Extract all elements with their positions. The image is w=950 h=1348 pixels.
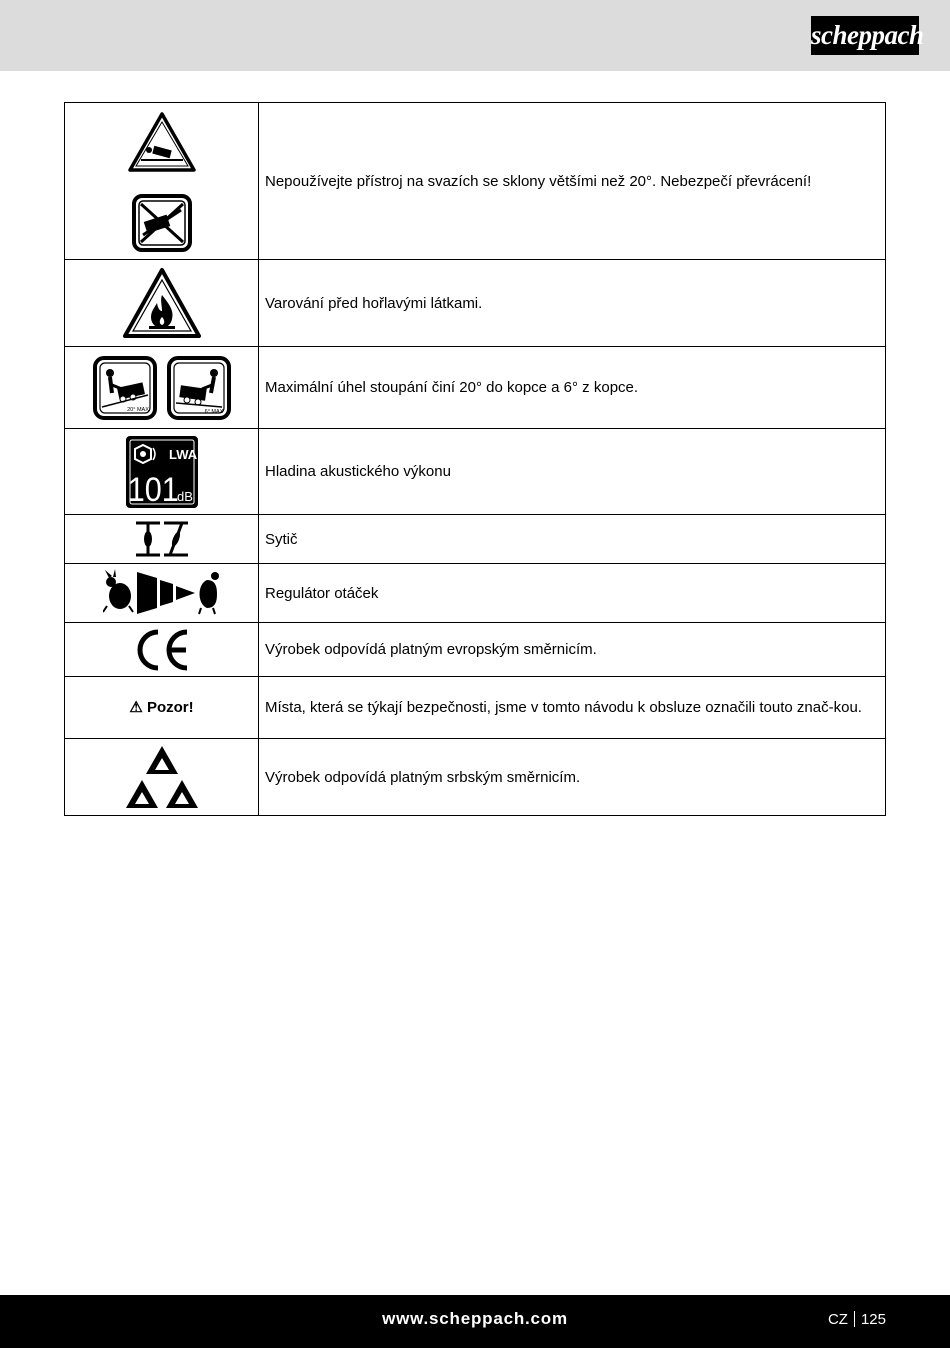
row-text: Maximální úhel stoupání činí 20° do kopce a 6° z kopce. bbox=[259, 347, 886, 429]
language-code: CZ bbox=[827, 1311, 848, 1328]
page-number-value: 125 bbox=[860, 1311, 886, 1328]
eac-mark-icon-cell bbox=[65, 739, 259, 816]
ce-mark-icon-cell bbox=[65, 623, 259, 677]
sound-unit: dB bbox=[176, 488, 193, 504]
throttle-icon-cell bbox=[65, 564, 259, 623]
row-text: Regulátor otáček bbox=[259, 564, 886, 623]
symbols-table bbox=[64, 102, 886, 816]
table-row bbox=[65, 515, 886, 564]
max-slope-icon-cell bbox=[65, 347, 259, 429]
page-footer bbox=[0, 1295, 950, 1348]
ce-mark-icon bbox=[134, 629, 190, 671]
pozor-cell bbox=[65, 677, 259, 739]
page-number bbox=[828, 1311, 886, 1328]
flammable-icon-cell bbox=[65, 260, 259, 347]
slope-tipping-icon-cell bbox=[65, 103, 259, 260]
row-text: Místa, která se týkají bezpečnosti, jsme v tomto návodu k obsluze označili touto znač-kou. bbox=[259, 677, 886, 739]
row-text: Varování před hořlavými látkami. bbox=[259, 260, 886, 347]
row-text: Sytič bbox=[259, 515, 886, 564]
choke-icon bbox=[134, 520, 190, 558]
lwa-label: LWA bbox=[168, 446, 197, 462]
slope-up-label: 20° MAX bbox=[126, 406, 149, 413]
row-text: Hladina akustického výkonu bbox=[259, 429, 886, 515]
tipping-warning-icon bbox=[127, 110, 197, 252]
sound-power-icon bbox=[125, 435, 199, 509]
page-header bbox=[0, 0, 950, 71]
serbian-conformity-icon bbox=[124, 744, 200, 810]
table-row bbox=[65, 677, 886, 739]
flammable-warning-icon bbox=[122, 267, 202, 339]
table-row bbox=[65, 564, 886, 623]
table-row bbox=[65, 739, 886, 816]
sound-power-icon-cell bbox=[65, 429, 259, 515]
table-row bbox=[65, 260, 886, 347]
sound-value: 101 bbox=[127, 470, 179, 508]
footer-url: www.scheppach.com bbox=[382, 1309, 568, 1328]
max-slope-icon bbox=[92, 355, 232, 421]
choke-icon-cell bbox=[65, 515, 259, 564]
table-row bbox=[65, 623, 886, 677]
pozor-label: ⚠ Pozor! bbox=[129, 699, 194, 716]
row-text: Výrobek odpovídá platným evropským směrnicím. bbox=[259, 623, 886, 677]
row-text: Nepoužívejte přístroj na svazích se sklony většími než 20°. Nebezpečí převrácení! bbox=[259, 103, 886, 260]
throttle-speed-icon bbox=[103, 568, 221, 618]
table-row bbox=[65, 347, 886, 429]
row-text: Výrobek odpovídá platným srbským směrnicím. bbox=[259, 739, 886, 816]
slope-down-label: 6° MAX bbox=[204, 408, 223, 415]
scheppach-logo: scheppach bbox=[811, 16, 919, 55]
separator bbox=[854, 1311, 855, 1327]
table-row bbox=[65, 429, 886, 515]
table-row bbox=[65, 103, 886, 260]
